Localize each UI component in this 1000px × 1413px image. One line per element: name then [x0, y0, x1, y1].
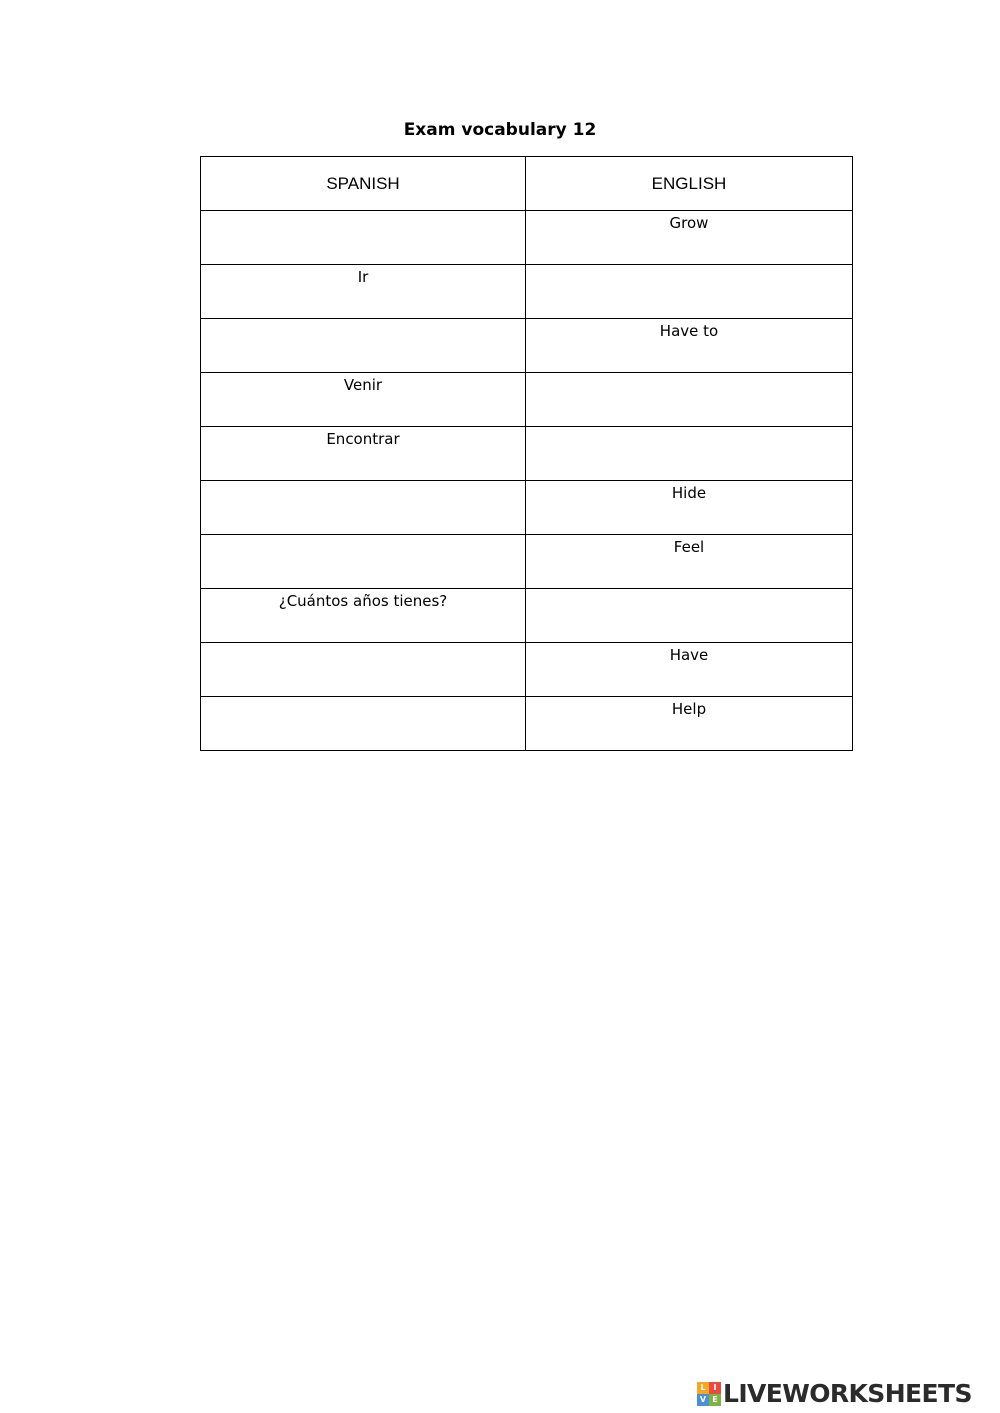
spanish-cell[interactable] — [201, 265, 526, 319]
logo-tile-l: L — [697, 1382, 709, 1394]
english-cell[interactable] — [526, 589, 853, 643]
english-cell[interactable] — [526, 211, 853, 265]
english-cell[interactable] — [526, 535, 853, 589]
logo-text: LIVEWORKSHEETS — [723, 1379, 972, 1408]
header-spanish: SPANISH — [201, 157, 526, 211]
table-row — [201, 319, 853, 373]
liveworksheets-logo — [697, 1379, 972, 1409]
english-cell[interactable] — [526, 265, 853, 319]
english-cell[interactable] — [526, 427, 853, 481]
spanish-cell[interactable] — [201, 481, 526, 535]
table-row — [201, 643, 853, 697]
english-word — [526, 589, 852, 591]
table-row — [201, 211, 853, 265]
spanish-cell[interactable] — [201, 643, 526, 697]
spanish-word: Venir — [343, 376, 383, 394]
english-word: Have — [669, 646, 709, 664]
spanish-word: ¿Cuántos años tienes? — [278, 592, 448, 610]
spanish-word — [201, 643, 525, 645]
logo-tile-i: I — [709, 1382, 721, 1394]
english-word: Grow — [669, 214, 709, 232]
english-cell[interactable] — [526, 481, 853, 535]
table-row — [201, 481, 853, 535]
table-row — [201, 373, 853, 427]
spanish-word — [201, 697, 525, 699]
logo-tile-e: E — [709, 1394, 721, 1406]
english-word: Have to — [659, 322, 719, 340]
spanish-word — [201, 535, 525, 537]
logo-tile-v: V — [697, 1394, 709, 1406]
spanish-cell[interactable] — [201, 373, 526, 427]
header-english: ENGLISH — [526, 157, 853, 211]
english-word: Hide — [671, 484, 707, 502]
spanish-cell[interactable] — [201, 211, 526, 265]
spanish-word: Ir — [357, 268, 369, 286]
spanish-word — [201, 319, 525, 321]
english-cell[interactable] — [526, 643, 853, 697]
spanish-cell[interactable] — [201, 319, 526, 373]
english-word: Feel — [673, 538, 705, 556]
spanish-cell[interactable] — [201, 427, 526, 481]
english-word — [526, 427, 852, 429]
table-header-row — [201, 157, 853, 211]
table-row — [201, 265, 853, 319]
spanish-word: Encontrar — [326, 430, 400, 448]
spanish-cell[interactable] — [201, 589, 526, 643]
english-cell[interactable] — [526, 319, 853, 373]
spanish-word — [201, 211, 525, 213]
english-word — [526, 265, 852, 267]
spanish-cell[interactable] — [201, 535, 526, 589]
table-row — [201, 589, 853, 643]
table-row — [201, 697, 853, 751]
spanish-cell[interactable] — [201, 697, 526, 751]
vocabulary-table — [200, 156, 853, 751]
english-cell[interactable] — [526, 373, 853, 427]
table-row — [201, 427, 853, 481]
table-row — [201, 535, 853, 589]
english-cell[interactable] — [526, 697, 853, 751]
english-word: Help — [671, 700, 707, 718]
spanish-word — [201, 481, 525, 483]
page-title: Exam vocabulary 12 — [403, 120, 597, 140]
liveworksheets-icon — [697, 1382, 721, 1406]
english-word — [526, 373, 852, 375]
